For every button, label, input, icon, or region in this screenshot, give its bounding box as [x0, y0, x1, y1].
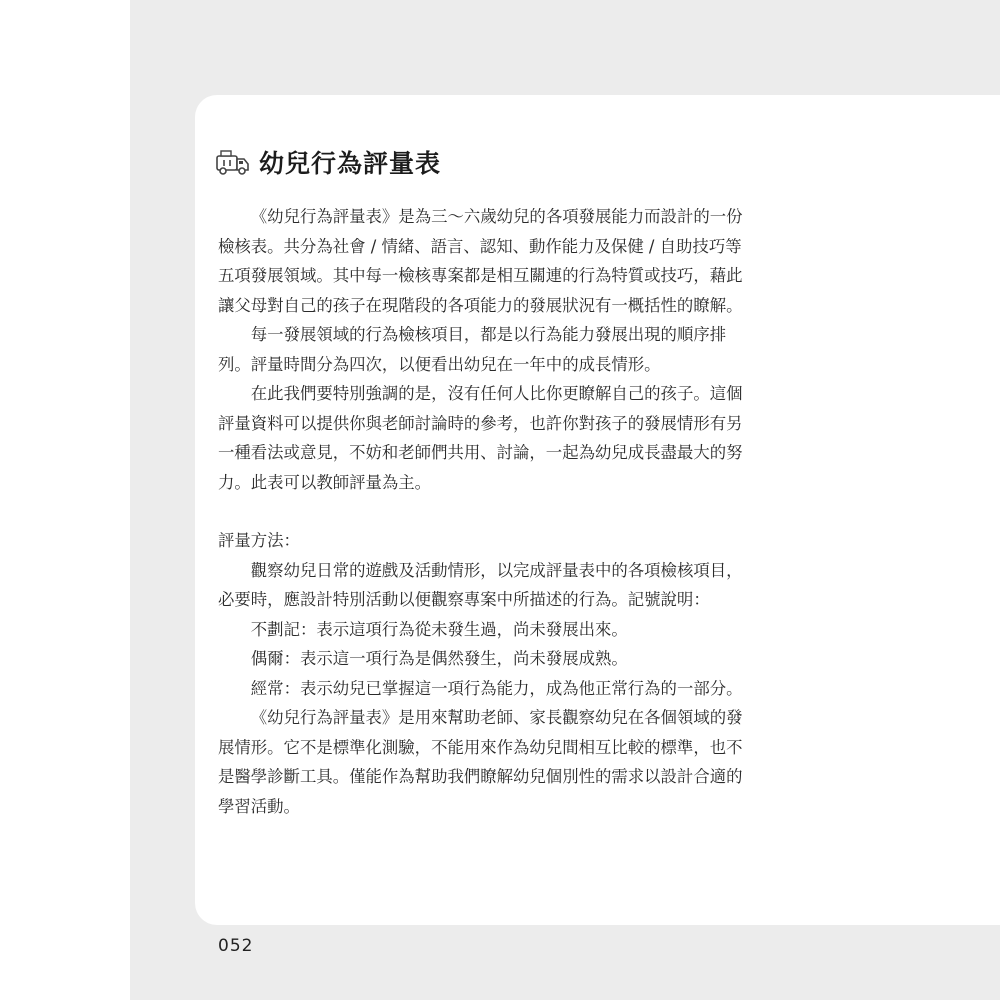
truck-icon: [215, 147, 251, 177]
page-title: 幼兒行為評量表: [259, 149, 442, 178]
page-number: 052: [218, 936, 254, 956]
paragraph-spacer: [218, 497, 750, 526]
paragraph: 《幼兒行為評量表》是為三～六歲幼兒的各項發展能力而設計的一份檢核表。共分為社會 / 情緒、語言、認知、動作能力及保健 / 自助技巧等五項發展領域。其中每一檢核專案都是相互關連的行為特質或技巧，藉此讓父母對自己的孩子在現階段的各項能力的發展狀況有一概括性的瞭解。: [218, 207, 743, 315]
paragraph: 觀察幼兒日常的遊戲及活動情形，以完成評量表中的各項檢核項目，必要時，應設計特別活動以便觀察專案中所描述的行為。記號說明：: [218, 560, 743, 609]
legend-item: 偶爾：表示這一項行為是偶然發生，尚未發展成熟。: [250, 649, 628, 668]
paragraph: 在此我們要特別強調的是，沒有任何人比你更瞭解自己的孩子。這個評量資料可以提供你與老師討論時的參考，也許你對孩子的發展情形有另一種看法或意見，不妨和老師們共用、討論，一起為幼兒成長盡最大的努力。此表可以教師評量為主。: [218, 384, 743, 492]
legend-item: 不劃記：表示這項行為從未發生過，尚未發展出來。: [250, 619, 628, 639]
method-heading: 評量方法：: [218, 531, 300, 550]
paragraph: 《幼兒行為評量表》是用來幫助老師、家長觀察幼兒在各個領域的發展情形。它不是標準化測驗，不能用來作為幼兒間相互比較的標準，也不是醫學診斷工具。僅能作為幫助我們瞭解幼兒個別性的需求以設計合適的學習活動。: [218, 708, 743, 816]
section-header: [215, 142, 441, 182]
paragraph: 每一發展領域的行為檢核項目，都是以行為能力發展出現的順序排列。評量時間分為四次，以便看出幼兒在一年中的成長情形。: [218, 325, 727, 374]
legend-item: 經常：表示幼兒已掌握這一項行為能力，成為他正常行為的一部分。: [250, 678, 743, 698]
document-body: [218, 202, 750, 821]
